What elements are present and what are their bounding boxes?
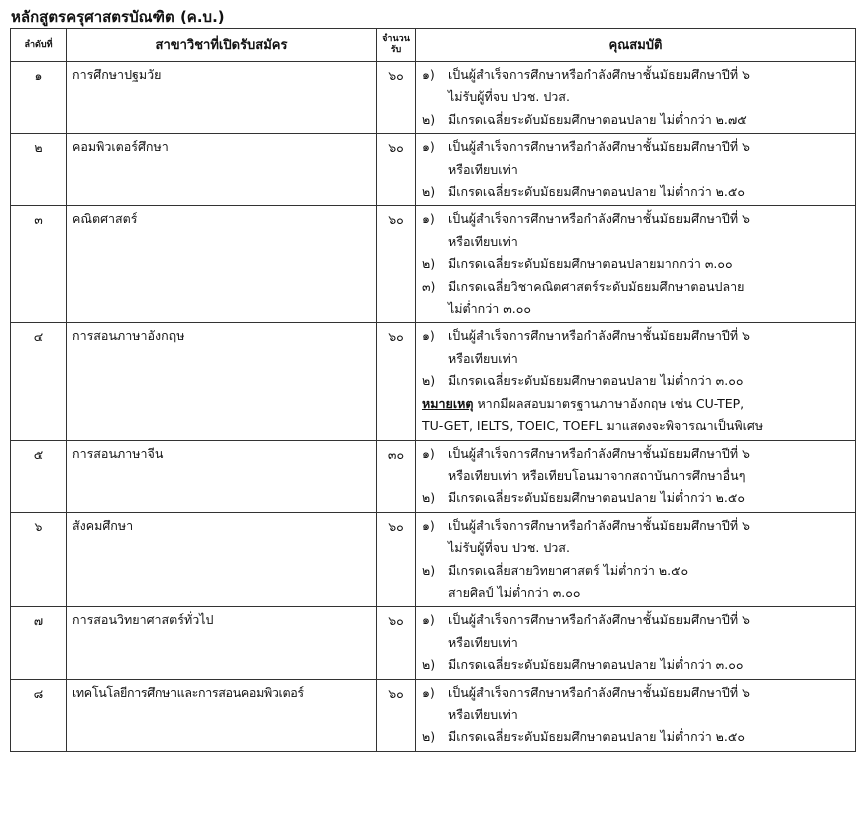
qualification-number: ๑) bbox=[422, 328, 435, 344]
row-number: ๗ bbox=[11, 607, 67, 679]
major-name: เทคโนโลยีการศึกษาและการสอนคอมพิวเตอร์ bbox=[67, 679, 377, 751]
qualification-text: เป็นผู้สำเร็จการศึกษาหรือกำลังศึกษาชั้นมัธยมศึกษาปีที่ ๖ bbox=[448, 211, 750, 227]
remark-continuation: TU-GET, IELTS, TOEIC, TOEFL มาแสดงจะพิจารณาเป็นพิเศษ bbox=[422, 418, 764, 434]
qualification-text: มีเกรดเฉลี่ยระดับมัธยมศึกษาตอนปลาย ไม่ต่ำกว่า ๓.๐๐ bbox=[448, 657, 744, 673]
qualification-text: มีเกรดเฉลี่ยระดับมัธยมศึกษาตอนปลาย ไม่ต่ำกว่า ๒.๕๐ bbox=[448, 184, 745, 200]
seat-count: ๖๐ bbox=[377, 206, 416, 323]
qualification-number: ๑) bbox=[422, 612, 435, 628]
seat-count: ๖๐ bbox=[377, 512, 416, 607]
qualifications-cell bbox=[416, 440, 856, 512]
qualification-item bbox=[422, 208, 853, 253]
qualification-text: มีเกรดเฉลี่ยระดับมัธยมศึกษาตอนปลาย ไม่ต่ำกว่า ๒.๕๐ bbox=[448, 729, 745, 745]
qualification-text: เป็นผู้สำเร็จการศึกษาหรือกำลังศึกษาชั้นมัธยมศึกษาปีที่ ๖ bbox=[448, 445, 750, 461]
qualification-continuation: ไม่รับผู้ที่จบ ปวช. ปวส. bbox=[448, 89, 570, 105]
qualification-continuation: สายศิลป์ ไม่ต่ำกว่า ๓.๐๐ bbox=[448, 584, 581, 600]
seat-count: ๖๐ bbox=[377, 607, 416, 679]
qualification-number: ๒) bbox=[422, 256, 436, 272]
qualifications-cell bbox=[416, 62, 856, 134]
table-row bbox=[11, 62, 856, 134]
qualification-item bbox=[422, 515, 853, 560]
qualification-item bbox=[422, 370, 853, 392]
remark bbox=[422, 393, 853, 415]
qualification-number: ๑) bbox=[422, 517, 435, 533]
page-title: หลักสูตรครุศาสตรบัณฑิต (ค.บ.) bbox=[11, 8, 225, 26]
qualification-item bbox=[422, 276, 853, 321]
qualifications-cell bbox=[416, 323, 856, 440]
seat-count: ๖๐ bbox=[377, 323, 416, 440]
qualification-continuation: หรือเทียบเท่า bbox=[448, 706, 518, 722]
qualification-item bbox=[422, 109, 853, 131]
header-seats bbox=[377, 29, 416, 62]
document-page bbox=[10, 0, 855, 752]
remark-label: หมายเหตุ bbox=[422, 395, 474, 411]
qualification-text: เป็นผู้สำเร็จการศึกษาหรือกำลังศึกษาชั้นมัธยมศึกษาปีที่ ๖ bbox=[448, 67, 750, 82]
remark-text: หากมีผลสอบมาตรฐานภาษาอังกฤษ เช่น CU-TEP, bbox=[477, 395, 745, 411]
qualification-number: ๒) bbox=[422, 184, 436, 200]
major-name: การสอนวิทยาศาสตร์ทั่วไป bbox=[67, 607, 377, 679]
qualification-item bbox=[422, 654, 853, 676]
qualification-text: เป็นผู้สำเร็จการศึกษาหรือกำลังศึกษาชั้นมัธยมศึกษาปีที่ ๖ bbox=[448, 517, 750, 533]
qualification-item bbox=[422, 726, 853, 748]
row-number: ๖ bbox=[11, 512, 67, 607]
qualification-item bbox=[422, 253, 853, 275]
admission-table bbox=[10, 28, 856, 752]
major-name: การศึกษาปฐมวัย bbox=[67, 62, 377, 134]
major-name: คอมพิวเตอร์ศึกษา bbox=[67, 134, 377, 206]
qualifications-cell bbox=[416, 206, 856, 323]
qualification-text: มีเกรดเฉลี่ยระดับมัธยมศึกษาตอนปลายมากกว่า ๓.๐๐ bbox=[448, 256, 733, 272]
seat-count: ๖๐ bbox=[377, 134, 416, 206]
qualification-continuation: หรือเทียบเท่า bbox=[448, 634, 518, 650]
header-qualifications: คุณสมบัติ bbox=[416, 29, 856, 62]
qualifications-cell bbox=[416, 679, 856, 751]
qualification-text: มีเกรดเฉลี่ยระดับมัธยมศึกษาตอนปลาย ไม่ต่ำกว่า ๒.๕๐ bbox=[448, 490, 745, 506]
qualification-text: เป็นผู้สำเร็จการศึกษาหรือกำลังศึกษาชั้นมัธยมศึกษาปีที่ ๖ bbox=[448, 612, 750, 628]
table-row bbox=[11, 512, 856, 607]
header-seats-line2: รับ bbox=[390, 45, 402, 55]
qualification-number: ๒) bbox=[422, 729, 436, 745]
qualification-text: มีเกรดเฉลี่ยระดับมัธยมศึกษาตอนปลาย ไม่ต่ำกว่า ๓.๐๐ bbox=[448, 373, 744, 389]
row-number: ๒ bbox=[11, 134, 67, 206]
qualifications-cell bbox=[416, 512, 856, 607]
qualification-text: เป็นผู้สำเร็จการศึกษาหรือกำลังศึกษาชั้นมัธยมศึกษาปีที่ ๖ bbox=[448, 139, 750, 155]
qualification-number: ๒) bbox=[422, 562, 436, 578]
qualification-item bbox=[422, 682, 853, 727]
qualifications-cell bbox=[416, 134, 856, 206]
qualification-number: ๓) bbox=[422, 278, 436, 294]
major-name: สังคมศึกษา bbox=[67, 512, 377, 607]
qualification-text: มีเกรดเฉลี่ยวิชาคณิตศาสตร์ระดับมัธยมศึกษาตอนปลาย bbox=[448, 278, 745, 294]
qualification-number: ๑) bbox=[422, 445, 435, 461]
table-row bbox=[11, 440, 856, 512]
qualification-number: ๒) bbox=[422, 373, 436, 389]
major-name: คณิตศาสตร์ bbox=[67, 206, 377, 323]
row-number: ๕ bbox=[11, 440, 67, 512]
row-number: ๘ bbox=[11, 679, 67, 751]
qualification-item bbox=[422, 609, 853, 654]
qualification-continuation: ไม่รับผู้ที่จบ ปวช. ปวส. bbox=[448, 540, 570, 556]
qualification-item bbox=[422, 487, 853, 509]
qualification-text: มีเกรดเฉลี่ยระดับมัธยมศึกษาตอนปลาย ไม่ต่ำกว่า ๒.๗๕ bbox=[448, 111, 747, 127]
table-row bbox=[11, 607, 856, 679]
qualification-number: ๑) bbox=[422, 67, 435, 82]
qualification-continuation: หรือเทียบเท่า bbox=[448, 161, 518, 177]
qualification-text: เป็นผู้สำเร็จการศึกษาหรือกำลังศึกษาชั้นมัธยมศึกษาปีที่ ๖ bbox=[448, 328, 750, 344]
table-body bbox=[11, 62, 856, 752]
row-number: ๑ bbox=[11, 62, 67, 134]
qualification-number: ๑) bbox=[422, 684, 435, 700]
qualification-text: เป็นผู้สำเร็จการศึกษาหรือกำลังศึกษาชั้นมัธยมศึกษาปีที่ ๖ bbox=[448, 684, 750, 700]
qualification-number: ๒) bbox=[422, 657, 436, 673]
seat-count: ๓๐ bbox=[377, 440, 416, 512]
row-number: ๔ bbox=[11, 323, 67, 440]
qualification-item bbox=[422, 443, 853, 488]
header-no: ลำดับที่ bbox=[11, 29, 67, 62]
table-header-row bbox=[11, 29, 856, 62]
major-name: การสอนภาษาจีน bbox=[67, 440, 377, 512]
row-number: ๓ bbox=[11, 206, 67, 323]
seat-count: ๖๐ bbox=[377, 679, 416, 751]
qualification-continuation: หรือเทียบเท่า bbox=[448, 350, 518, 366]
seat-count: ๖๐ bbox=[377, 62, 416, 134]
qualification-item bbox=[422, 136, 853, 181]
table-row bbox=[11, 206, 856, 323]
qualification-number: ๑) bbox=[422, 211, 435, 227]
qualification-item bbox=[422, 560, 853, 605]
qualification-text: มีเกรดเฉลี่ยสายวิทยาศาสตร์ ไม่ต่ำกว่า ๒.๕๐ bbox=[448, 562, 689, 578]
table-row bbox=[11, 323, 856, 440]
qualification-item bbox=[422, 181, 853, 203]
qualification-item bbox=[422, 64, 853, 109]
table-row bbox=[11, 679, 856, 751]
major-name: การสอนภาษาอังกฤษ bbox=[67, 323, 377, 440]
header-major: สาขาวิชาที่เปิดรับสมัคร bbox=[67, 29, 377, 62]
qualification-number: ๑) bbox=[422, 139, 435, 155]
header-seats-line1: จำนวน bbox=[382, 34, 410, 44]
qualification-number: ๒) bbox=[422, 490, 436, 506]
qualification-continuation: หรือเทียบเท่า หรือเทียบโอนมาจากสถาบันการศึกษาอื่นๆ bbox=[448, 467, 746, 483]
qualification-continuation: ไม่ต่ำกว่า ๓.๐๐ bbox=[448, 301, 532, 317]
qualification-number: ๒) bbox=[422, 111, 436, 127]
qualification-item bbox=[422, 325, 853, 370]
qualifications-cell bbox=[416, 607, 856, 679]
table-row bbox=[11, 134, 856, 206]
qualification-continuation: หรือเทียบเท่า bbox=[448, 233, 518, 249]
